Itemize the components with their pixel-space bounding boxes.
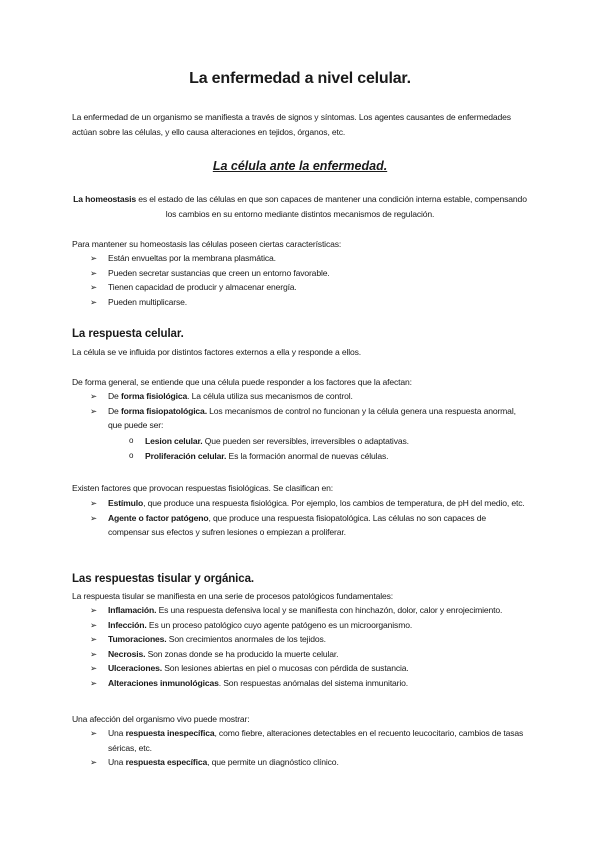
circle-bullet-icon: o <box>129 450 134 460</box>
afeccion-list <box>72 726 528 770</box>
circle-bullet-icon: o <box>129 436 134 445</box>
arrow-bullet-icon: ➢ <box>90 634 98 644</box>
arrow-bullet-icon: ➢ <box>90 391 98 401</box>
section-subtitle: La célula ante la enfermedad. <box>212 159 388 173</box>
list-item: ➢ Una respuesta inespecífica, como fiebre, alteraciones detectables en el recuento leucocitario, cambios de tasas séricas, etc. <box>90 728 524 753</box>
arrow-bullet-icon: ➢ <box>90 605 98 615</box>
homeostasis-paragraph <box>72 192 528 221</box>
list-item: o Proliferación celular. Es la formación anormal de nuevas células. <box>72 449 528 464</box>
arrow-bullet-icon: ➢ <box>90 677 98 688</box>
homeostasis-term: La homeostasis <box>73 194 137 204</box>
list-item: ➢ Tienen capacidad de producir y almacenar energía. <box>72 280 528 295</box>
respuesta-celular-text: La célula se ve influida por distintos factores externos a ella y responde a ellos. <box>72 347 361 357</box>
arrow-bullet-icon: ➢ <box>90 296 98 307</box>
arrow-bullet-icon: ➢ <box>90 648 98 659</box>
respuesta-celular-sublist <box>72 434 528 463</box>
respuestas-tisular-lead: La respuesta tisular se manifiesta en una serie de procesos patológicos fundamentales: <box>72 591 394 601</box>
characteristics-list <box>72 251 528 309</box>
arrow-bullet-icon: ➢ <box>90 619 98 630</box>
list-item: ➢ Están envueltas por la membrana plasmática. <box>72 251 528 266</box>
list-item: ➢ Pueden secretar sustancias que creen un entorno favorable. <box>72 266 528 281</box>
arrow-bullet-icon: ➢ <box>90 757 98 767</box>
page-title: La enfermedad a nivel celular. <box>189 70 411 87</box>
homeostasis-text: es el estado de las células en que son capaces de mantener una condición interna estable, compensando los cambios en su entorno mediante distintos mecanismos de regulación. <box>136 194 527 219</box>
characteristics-lead: Para mantener su homeostasis las células poseen ciertas características: <box>72 239 342 249</box>
arrow-bullet-icon: ➢ <box>90 663 98 673</box>
respuesta-celular-list <box>72 389 528 433</box>
list-item: ➢ Agente o factor patógeno, que produce una respuesta fisiopatológica. Las células no son capaces de compensar sus efectos y sufren lesiones o empiezan a proliferar. <box>90 512 486 537</box>
arrow-bullet-icon: ➢ <box>90 498 98 508</box>
list-item: ➢ Ulceraciones. Son lesiones abiertas en piel o mucosas con pérdida de sustancia. <box>72 661 528 676</box>
list-item: ➢ Infección. Es un proceso patológico cuyo agente patógeno es un microorganismo. <box>72 618 528 633</box>
arrow-bullet-icon: ➢ <box>90 282 98 292</box>
tisular-list <box>72 603 528 690</box>
afeccion-lead: Una afección del organismo vivo puede mostrar: <box>72 714 250 724</box>
arrow-bullet-icon: ➢ <box>90 253 98 263</box>
heading-respuestas-tisular: Las respuestas tisular y orgánica. <box>72 573 254 585</box>
arrow-bullet-icon: ➢ <box>90 405 98 416</box>
list-item: ➢ Alteraciones inmunológicas. Son respuestas anómalas del sistema inmunitario. <box>72 676 528 691</box>
respuesta-celular-lead: De forma general, se entiende que una célula puede responder a los factores que la afectan: <box>72 377 412 387</box>
arrow-bullet-icon: ➢ <box>90 512 98 523</box>
intro-paragraph: La enfermedad de un organismo se manifiesta a través de signos y síntomas. Los agentes causantes de enfermedades actúan sobre las células, y ello causa alteraciones en tejidos, órganos, etc. <box>72 112 511 137</box>
list-item: ➢ Una respuesta específica, que permite un diagnóstico clínico. <box>72 755 528 770</box>
list-item: ➢ De forma fisiológica. La célula utiliza sus mecanismos de control. <box>72 389 528 404</box>
list-item: ➢ Necrosis. Son zonas donde se ha producido la muerte celular. <box>72 647 528 662</box>
arrow-bullet-icon: ➢ <box>90 267 98 278</box>
arrow-bullet-icon: ➢ <box>90 728 98 738</box>
factors-list <box>72 496 528 540</box>
list-item: ➢ De forma fisiopatológica. Los mecanismos de control no funcionan y la célula genera una respuesta anormal, que puede ser: <box>90 405 516 430</box>
list-item: ➢ Pueden multiplicarse. <box>72 295 528 310</box>
list-item: ➢ Tumoraciones. Son crecimientos anormales de los tejidos. <box>72 632 528 647</box>
list-item: ➢ Estímulo, que produce una respuesta fisiológica. Por ejemplo, los cambios de temperatura, de pH del medio, etc. <box>72 496 528 511</box>
heading-respuesta-celular: La respuesta celular. <box>72 328 184 340</box>
factors-lead: Existen factores que provocan respuestas fisiológicas. Se clasifican en: <box>72 483 334 493</box>
list-item: o Lesion celular. Que pueden ser reversibles, irreversibles o adaptativas. <box>72 434 528 449</box>
list-item: ➢ Inflamación. Es una respuesta defensiva local y se manifiesta con hinchazón, dolor, calor y enrojecimiento. <box>72 603 528 618</box>
